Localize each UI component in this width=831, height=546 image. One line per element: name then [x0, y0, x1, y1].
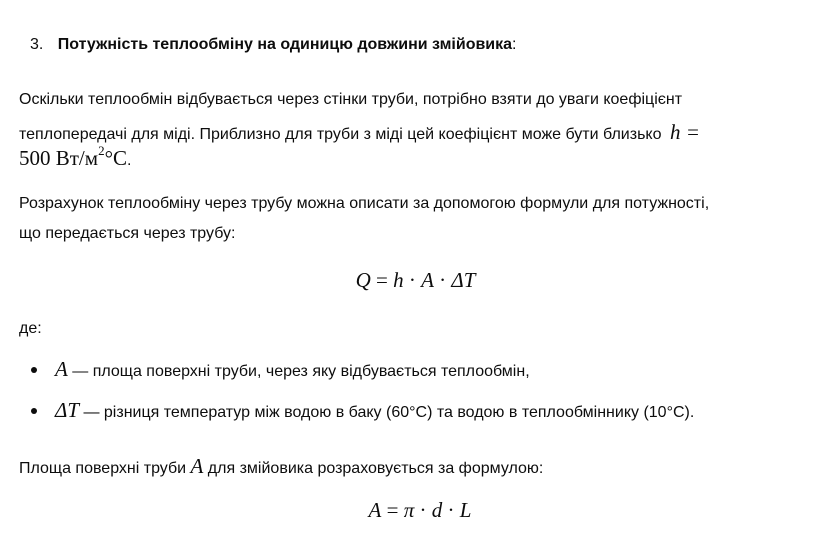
- list-item-3: [30, 36, 517, 54]
- paragraph-1-line-2: [19, 120, 700, 145]
- sentence-end: .: [126, 152, 132, 169]
- formula-pi: π: [403, 498, 415, 522]
- section-title-colon: :: [512, 36, 517, 53]
- formula-area: A = π · d · L: [368, 498, 472, 522]
- formula-a: A: [421, 268, 434, 292]
- inline-math-h-equals: h =: [669, 120, 700, 144]
- coefficient-unit: Вт/м: [55, 146, 99, 170]
- list-number: 3.: [30, 36, 44, 53]
- formula-h: h: [393, 268, 404, 292]
- formula-a-lhs: A: [368, 498, 382, 522]
- unit-exponent: 2: [98, 143, 105, 158]
- paragraph-2-line-1: Розрахунок теплообміну через трубу можна описати за допомогою формули для потужності,: [19, 195, 710, 212]
- unit-celsius: °C: [104, 146, 127, 170]
- formula-power: Q = h · A · ΔT: [355, 268, 476, 292]
- paragraph-3: Площа поверхні труби A для змійовика розраховується за формулою:: [19, 454, 544, 478]
- bullet-item-area: [55, 357, 530, 382]
- inline-math-coefficient-value: [19, 145, 131, 171]
- formula-l: L: [459, 498, 472, 522]
- paragraph-1-line-1: Оскільки теплообмін відбувається через стінки труби, потрібно взяти до уваги коефіцієнт: [19, 91, 683, 108]
- bullet-text-delta-t: — різниця температур між водою в баку (60°C) та водою в теплообміннику (10°C).: [79, 404, 695, 421]
- bullet-dot: [31, 367, 37, 373]
- bullet-text-area: — площа поверхні труби, через яку відбувається теплообмін,: [67, 363, 530, 380]
- bullet-item-delta-t: [55, 398, 694, 423]
- inline-symbol-a: A: [190, 454, 204, 478]
- bullet-symbol-delta-t: ΔT: [55, 398, 80, 422]
- bullet-dot: [31, 408, 37, 414]
- where-label: де:: [19, 320, 42, 337]
- paragraph-2-line-2: що передається через трубу:: [19, 225, 236, 242]
- formula-d: d: [431, 498, 443, 522]
- paragraph-1-line-2-text: теплопередачі для міді. Приблизно для труби з міді цей коефіцієнт може бути близько: [19, 126, 662, 143]
- formula-q: Q: [355, 268, 371, 292]
- section-title: Потужність теплообміну на одиницю довжини змійовика: [57, 36, 513, 53]
- bullet-symbol-a: A: [55, 357, 68, 381]
- coefficient-value: 500: [19, 146, 51, 170]
- formula-delta-t: ΔT: [451, 268, 476, 292]
